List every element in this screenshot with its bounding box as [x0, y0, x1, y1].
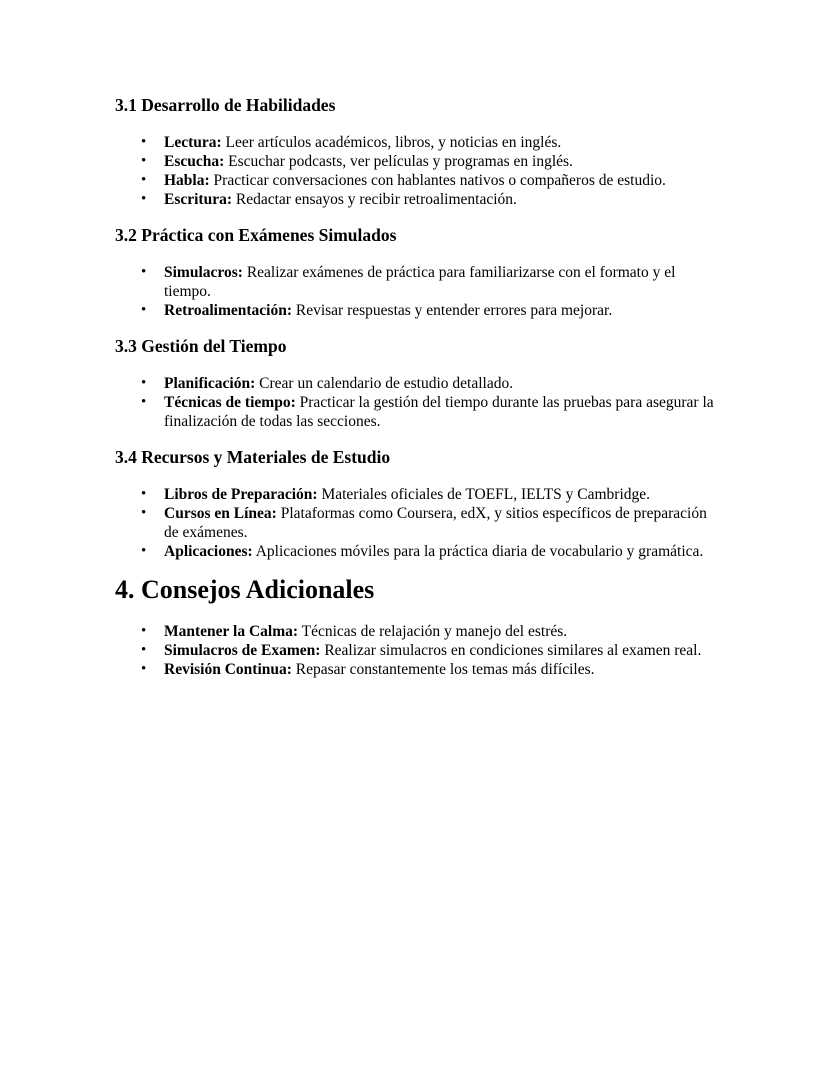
- item-term: Lectura:: [164, 134, 222, 151]
- item-term: Mantener la Calma:: [164, 623, 299, 640]
- item-text: Realizar simulacros en condiciones similares al examen real.: [320, 642, 702, 659]
- bullet-icon: •: [141, 661, 147, 677]
- resources-list: [115, 485, 718, 561]
- bullet-icon: •: [141, 302, 147, 318]
- bullet-icon: •: [141, 134, 147, 150]
- item-term: Simulacros:: [164, 264, 243, 281]
- item-text: Practicar conversaciones con hablantes nativos o compañeros de estudio.: [209, 172, 666, 189]
- item-term: Escritura:: [164, 191, 233, 208]
- section-heading-3-4: 3.4 Recursos y Materiales de Estudio: [115, 447, 391, 467]
- section-heading-3-2: 3.2 Práctica con Exámenes Simulados: [115, 225, 397, 245]
- bullet-icon: •: [141, 172, 147, 188]
- item-text: Técnicas de relajación y manejo del estrés.: [298, 623, 568, 640]
- mock-exams-list: [115, 263, 718, 320]
- item-term: Cursos en Línea:: [164, 505, 277, 522]
- section-heading-3-1: 3.1 Desarrollo de Habilidades: [115, 95, 336, 115]
- time-management-list: [115, 374, 718, 431]
- list-item: [115, 393, 718, 431]
- list-item: [115, 485, 718, 504]
- item-term: Técnicas de tiempo:: [164, 394, 296, 411]
- item-term: Escucha:: [164, 153, 225, 170]
- item-term: Simulacros de Examen:: [164, 642, 321, 659]
- list-item: [115, 301, 718, 320]
- list-item: [115, 374, 718, 393]
- item-text: Realizar exámenes de práctica para familiarizarse con el formato y el tiempo.: [164, 264, 676, 300]
- item-text: Practicar la gestión del tiempo durante las pruebas para asegurar la finalización de todas las secciones.: [164, 394, 714, 430]
- item-text: Plataformas como Coursera, edX, y sitios específicos de preparación de exámenes.: [164, 505, 707, 541]
- bullet-icon: •: [141, 394, 147, 410]
- list-item: [115, 133, 718, 152]
- list-item: [115, 641, 718, 660]
- section-heading-3-3: 3.3 Gestión del Tiempo: [115, 336, 287, 356]
- bullet-icon: •: [141, 505, 147, 521]
- bullet-icon: •: [141, 642, 147, 658]
- bullet-icon: •: [141, 264, 147, 280]
- item-text: Redactar ensayos y recibir retroalimentación.: [232, 191, 517, 208]
- bullet-icon: •: [141, 486, 147, 502]
- list-item: [115, 190, 718, 209]
- skills-list: [115, 133, 718, 209]
- list-item: [115, 660, 718, 679]
- section-heading-4: 4. Consejos Adicionales: [115, 575, 375, 604]
- list-item: [115, 171, 718, 190]
- item-text: Leer artículos académicos, libros, y noticias en inglés.: [221, 134, 562, 151]
- bullet-icon: •: [141, 191, 147, 207]
- list-item: [115, 542, 718, 561]
- item-text: Aplicaciones móviles para la práctica diaria de vocabulario y gramática.: [252, 543, 704, 560]
- list-item: [115, 504, 718, 542]
- item-text: Materiales oficiales de TOEFL, IELTS y Cambridge.: [317, 486, 651, 503]
- item-term: Retroalimentación:: [164, 302, 292, 319]
- item-text: Revisar respuestas y entender errores para mejorar.: [292, 302, 613, 319]
- bullet-icon: •: [141, 543, 147, 559]
- list-item: [115, 152, 718, 171]
- additional-tips-list: [115, 622, 718, 679]
- item-term: Libros de Preparación:: [164, 486, 318, 503]
- item-term: Aplicaciones:: [164, 543, 253, 560]
- list-item: [115, 622, 718, 641]
- item-term: Planificación:: [164, 375, 256, 392]
- bullet-icon: •: [141, 375, 147, 391]
- item-term: Habla:: [164, 172, 210, 189]
- bullet-icon: •: [141, 623, 147, 639]
- item-text: Escuchar podcasts, ver películas y programas en inglés.: [224, 153, 573, 170]
- list-item: [115, 263, 718, 301]
- bullet-icon: •: [141, 153, 147, 169]
- item-text: Repasar constantemente los temas más difíciles.: [291, 661, 595, 678]
- item-text: Crear un calendario de estudio detallado.: [255, 375, 514, 392]
- item-term: Revisión Continua:: [164, 661, 292, 678]
